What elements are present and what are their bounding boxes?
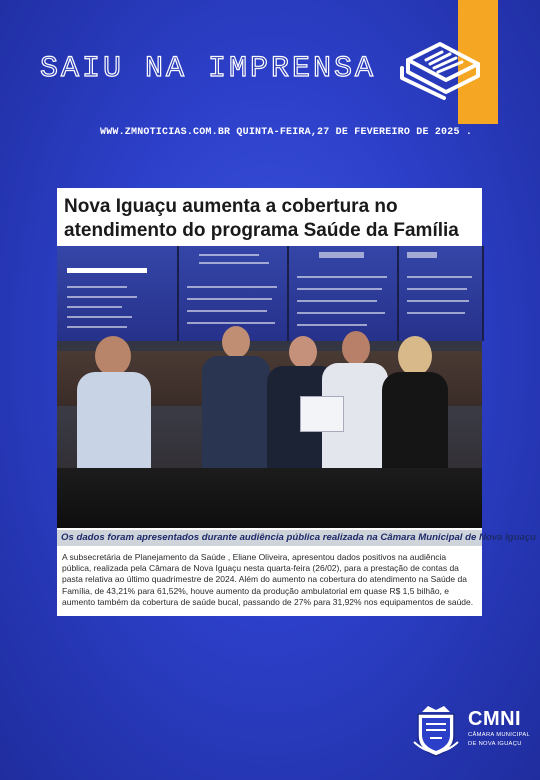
chamber-screen (57, 246, 179, 341)
city-crest-icon (412, 702, 460, 760)
news-clipping (57, 188, 537, 616)
certificate (300, 396, 344, 432)
photo-caption: Os dados foram apresentados durante audiência pública realizada na Câmara Municipal de Nova Iguaçu (57, 530, 482, 546)
newspaper-icon (398, 38, 484, 100)
article-body: A subsecretária de Planejamento da Saúde , Eliane Oliveira, apresentou dados positivos na audiência pública, realizada pela Câmara de Nova Iguaçu nesta quarta-feira (26/02), para a prestação de contas da pasta relativa ao último quadrimestre de 2024. Além do aumento na cobertura do atendimento na Saúde da Família, de 43,21% para 61,52%, houve aumento da produção ambulatorial em quase R$ 1,5 bilhão, e aumento também da cobertura de saúde bucal, passando de 27% para 31,92% nos equipamentos de saúde. (62, 552, 474, 607)
desk (57, 468, 482, 528)
cmni-logo-subtitle: CÂMARA MUNICIPAL (468, 732, 531, 738)
cmni-logo (468, 708, 532, 748)
article-photo (57, 246, 482, 528)
cmni-logo-subtitle: DE NOVA IGUAÇU (468, 741, 522, 747)
article-headline: Nova Iguaçu aumenta a cobertura no atendimento do programa Saúde da Família (64, 196, 459, 241)
page-title: SAIU NA IMPRENSA (40, 52, 377, 86)
cmni-logo-text: CMNI (468, 708, 522, 730)
chamber-screen (399, 246, 484, 341)
dateline: WWW.ZMNOTICIAS.COM.BR QUINTA-FEIRA,27 DE FEVEREIRO DE 2025 . (100, 127, 473, 138)
chamber-screen (289, 246, 399, 341)
